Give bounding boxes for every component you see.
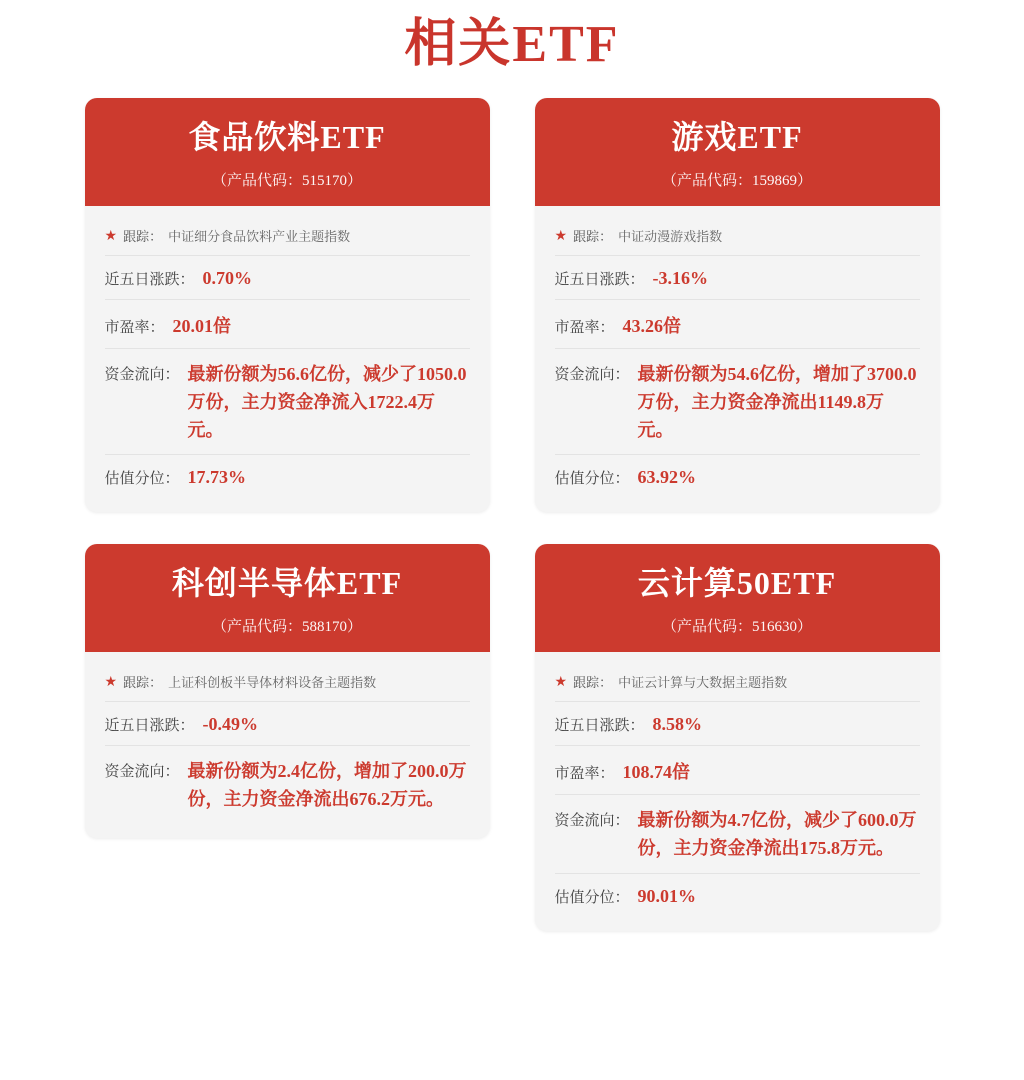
etf-card-body: [535, 652, 940, 931]
etf-code: [95, 615, 480, 636]
five-day-value: 8.58%: [652, 713, 703, 734]
code-suffix: ）: [347, 618, 363, 635]
pe-label: 市盈率：: [104, 319, 165, 336]
track-label: 跟踪：: [123, 674, 163, 690]
valuation-value: 63.92%: [637, 467, 697, 488]
five-day-label: 近五日涨跌：: [554, 717, 645, 734]
page-title: 相关ETF: [404, 16, 620, 73]
track-value: 中证云计算与大数据主题指数: [618, 674, 788, 690]
etf-code: [545, 615, 930, 636]
pe-value: 20.01倍: [172, 315, 232, 336]
pe-label: 市盈率：: [554, 319, 615, 336]
etf-name: 游戏ETF: [671, 119, 803, 156]
etf-code: [95, 169, 480, 190]
flow-value: 最新份额为54.6亿份，增加了3700.0万份，主力资金净流出1149.8万元。: [637, 363, 917, 440]
etf-card[interactable]: [535, 544, 940, 930]
etf-card[interactable]: [85, 98, 490, 512]
valuation-value: 90.01%: [637, 885, 697, 906]
flow-value: 最新份额为56.6亿份，减少了1050.0万份，主力资金净流入1722.4万元。: [187, 363, 467, 440]
etf-name: 食品饮料ETF: [188, 119, 386, 156]
track-value: 上证科创板半导体材料设备主题指数: [168, 674, 377, 690]
track-row: [555, 212, 920, 256]
etf-code: [545, 169, 930, 190]
five-day-value: -0.49%: [202, 713, 259, 734]
track-value: 中证动漫游戏指数: [618, 228, 723, 244]
etf-card-body: [85, 206, 490, 513]
five-day-row: [555, 702, 920, 746]
flow-label: 资金流向：: [554, 366, 630, 383]
valuation-label: 估值分位：: [554, 889, 630, 906]
five-day-row: [105, 702, 470, 746]
valuation-row: [105, 455, 470, 498]
flow-value: 最新份额为2.4亿份，增加了200.0万份，主力资金净流出676.2万元。: [187, 760, 467, 809]
track-label: 跟踪：: [573, 228, 613, 244]
valuation-label: 估值分位：: [104, 471, 180, 488]
etf-name: 云计算50ETF: [637, 565, 837, 602]
etf-card-header: [85, 98, 490, 205]
pe-value: 43.26倍: [622, 315, 682, 336]
valuation-row: [555, 874, 920, 917]
code-value: 515170: [302, 172, 347, 189]
star-icon: ★: [554, 672, 568, 689]
etf-card[interactable]: [85, 544, 490, 837]
flow-label: 资金流向：: [104, 366, 180, 383]
track-label: 跟踪：: [123, 228, 163, 244]
pe-row: [555, 746, 920, 795]
code-prefix: （产品代码：: [211, 172, 302, 189]
flow-value: 最新份额为4.7亿份，减少了600.0万份，主力资金净流出175.8万元。: [637, 809, 917, 858]
pe-label: 市盈率：: [554, 765, 615, 782]
star-icon: ★: [554, 226, 568, 243]
flow-label: 资金流向：: [104, 763, 180, 780]
etf-card-header: [85, 544, 490, 651]
five-day-label: 近五日涨跌：: [554, 271, 645, 288]
code-suffix: ）: [797, 172, 813, 189]
flow-row: [105, 746, 470, 824]
five-day-value: -3.16%: [652, 267, 709, 288]
code-prefix: （产品代码：: [211, 618, 302, 635]
etf-card-grid: [0, 98, 1024, 930]
etf-name: 科创半导体ETF: [171, 565, 403, 602]
star-icon: ★: [104, 226, 118, 243]
flow-row: [555, 795, 920, 874]
five-day-value: 0.70%: [202, 267, 253, 288]
pe-row: [105, 300, 470, 349]
track-row: [105, 212, 470, 256]
etf-card-body: [85, 652, 490, 838]
flow-row: [555, 349, 920, 456]
track-row: [105, 658, 470, 702]
valuation-value: 17.73%: [187, 467, 247, 488]
five-day-label: 近五日涨跌：: [104, 271, 195, 288]
track-value: 中证细分食品饮料产业主题指数: [168, 228, 351, 244]
etf-card-header: [535, 544, 940, 651]
valuation-row: [555, 455, 920, 498]
five-day-row: [105, 256, 470, 300]
track-label: 跟踪：: [573, 674, 613, 690]
code-suffix: ）: [797, 618, 813, 635]
track-row: [555, 658, 920, 702]
etf-card-header: [535, 98, 940, 205]
star-icon: ★: [104, 672, 118, 689]
code-value: 588170: [302, 618, 347, 635]
flow-row: [105, 349, 470, 456]
code-prefix: （产品代码：: [661, 172, 752, 189]
flow-label: 资金流向：: [554, 812, 630, 829]
code-prefix: （产品代码：: [661, 618, 752, 635]
etf-card[interactable]: [535, 98, 940, 512]
five-day-label: 近五日涨跌：: [104, 717, 195, 734]
pe-value: 108.74倍: [622, 761, 691, 782]
etf-card-body: [535, 206, 940, 513]
pe-row: [555, 300, 920, 349]
valuation-label: 估值分位：: [554, 471, 630, 488]
code-value: 159869: [752, 172, 797, 189]
code-suffix: ）: [347, 172, 363, 189]
code-value: 516630: [752, 618, 797, 635]
five-day-row: [555, 256, 920, 300]
